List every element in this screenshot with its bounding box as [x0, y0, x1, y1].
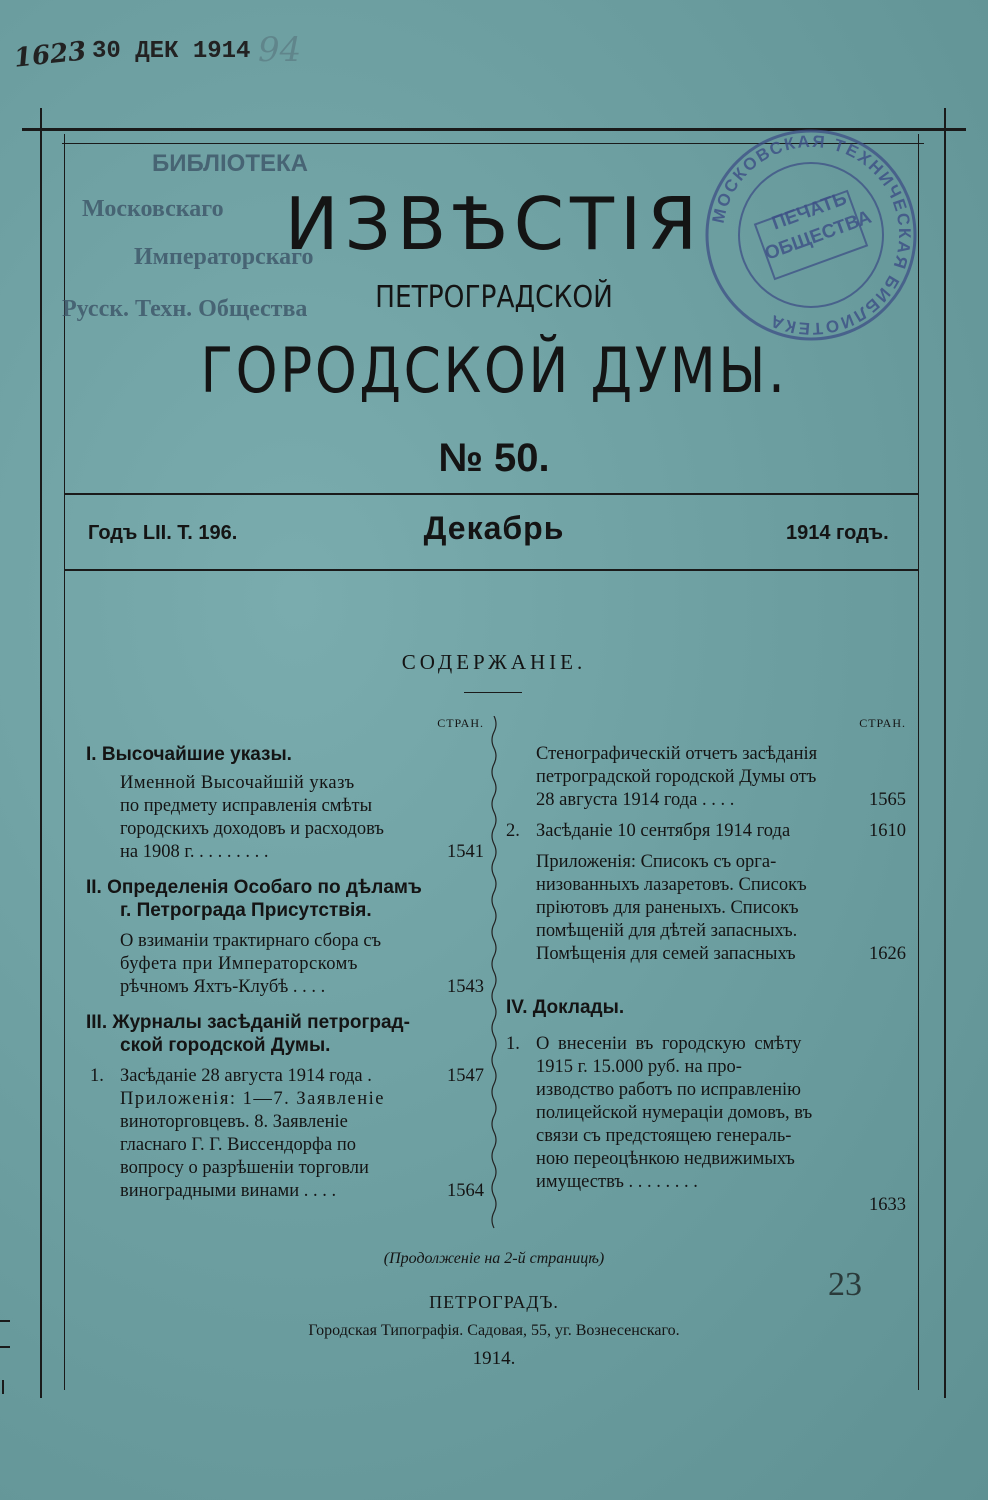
- masthead-subtitle: ПЕТРОГРАДСКОЙ: [375, 280, 613, 315]
- issue-month: Декабрь: [423, 510, 565, 546]
- entry-line: вопросу о разрѣшенiи торговли: [120, 1158, 369, 1178]
- section-1-title: Высочайшие указы.: [101, 744, 292, 765]
- entry-page: 1633: [869, 1195, 906, 1215]
- entry-line: изводство работъ по исправленiю: [536, 1080, 801, 1100]
- section-1-heading: [86, 743, 484, 766]
- continued-note: (Продолженiе на 2-й страницѣ): [383, 1250, 605, 1267]
- entry-line: 28 августа 1914 года . . . .: [536, 790, 735, 810]
- masthead-title-2: ГОРОДСКОЙ ДУМЫ.: [200, 334, 788, 407]
- section-2-title-line: г. Петрограда Присутствiя.: [120, 900, 372, 921]
- outer-frame-left: [40, 108, 42, 1398]
- entry-line: по предмету исправленiя смѣты: [120, 796, 372, 816]
- section-4-number: IV.: [506, 997, 528, 1018]
- section-3-heading: [86, 1011, 484, 1057]
- library-stamp-line-4: Русск. Техн. Общества: [62, 296, 308, 322]
- library-stamp-line-1: БИБЛIОТЕКА: [152, 150, 308, 177]
- entry-number: 1.: [506, 1034, 520, 1054]
- edge-mark: [0, 1346, 10, 1348]
- library-seal-center: ПЕЧАТЬ ОБЩЕСТВА: [762, 188, 875, 265]
- right-entry-2: [506, 820, 906, 843]
- entry-line: Именной Высочайшiй указъ: [120, 773, 355, 793]
- entry-page: 1541: [447, 842, 484, 862]
- entry-line: Засѣданiе 10 сентября 1914 года: [536, 821, 791, 841]
- section-2-entry: [86, 930, 484, 999]
- entry-line: Приложенiя: 1—7. Заявленiе: [120, 1089, 386, 1109]
- printer-line: Городская Типографiя. Садовая, 55, уг. Вознесенскаго.: [308, 1322, 680, 1339]
- section-2-number: II.: [86, 877, 102, 898]
- edge-mark: [0, 1320, 10, 1322]
- contents-left-column: [86, 712, 484, 1203]
- right-entry-4: [506, 1033, 906, 1217]
- entry-line: Засѣданiе 28 августа 1914 года .: [120, 1066, 372, 1086]
- date-stamp: 30 ДЕК 1914: [92, 38, 251, 65]
- entry-line: 1915 г. 15.000 руб. на про-: [536, 1057, 742, 1077]
- entry-line: Стенографическiй отчетъ засѣданiя: [536, 744, 818, 764]
- entry-line: Приложенiя: Списокъ съ орга-: [536, 852, 777, 872]
- entry-line: помѣщенiй для дѣтей запасныхъ.: [536, 921, 798, 941]
- section-1-entry: [86, 772, 484, 864]
- entry-line: на 1908 г. . . . . . . . .: [120, 842, 269, 862]
- right-entry-3: [506, 851, 906, 966]
- masthead-divider-bottom: [64, 569, 919, 571]
- section-1-number: I.: [86, 744, 97, 765]
- masthead-title: ИЗВѢСТIЯ: [284, 182, 704, 266]
- entry-line: Помѣщенiя для семей запасныхъ: [536, 944, 796, 964]
- contents-right-column: [506, 712, 906, 1217]
- entry-page: 1565: [869, 790, 906, 810]
- entry-line: городскихъ доходовъ и расходовъ: [120, 819, 384, 839]
- entry-page: 1547: [447, 1066, 484, 1086]
- entry-line: имуществъ . . . . . . . .: [536, 1172, 698, 1192]
- entry-line: низованныхъ лазаретовъ. Списокъ: [536, 875, 807, 895]
- page-number: 23: [828, 1266, 862, 1303]
- edge-mark: [2, 1380, 4, 1394]
- section-3-number: III.: [86, 1012, 108, 1033]
- entry-line: гласнаго Г. Г. Виссендорфа по: [120, 1135, 357, 1155]
- publication-year: 1914.: [472, 1348, 516, 1369]
- section-2-heading: [86, 876, 484, 922]
- section-4-title: Доклады.: [532, 997, 625, 1018]
- issue-year: 1914 годъ.: [786, 522, 889, 544]
- entry-line: прiютовъ для раненыхъ. Списокъ: [536, 898, 799, 918]
- section-4-heading: [506, 996, 906, 1019]
- section-3-title-line: ской городской Думы.: [120, 1035, 331, 1056]
- entry-number: 2.: [506, 821, 520, 841]
- entry-line: петроградской городской Думы отъ: [536, 767, 817, 787]
- entry-line: полицейской нумерацiи домовъ, въ: [536, 1103, 813, 1123]
- section-3-title-line: Журналы засѣданiй петроград-: [112, 1012, 410, 1033]
- contents-heading: СОДЕРЖАНIЕ.: [401, 650, 587, 674]
- page-column-label-left: СТРАН.: [437, 716, 484, 730]
- section-3-entry-1: [86, 1065, 484, 1203]
- entry-line: ною переоцѣнкою недвижимыхъ: [536, 1149, 795, 1169]
- entry-line: рѣчномъ Яхтъ-Клубѣ . . . .: [120, 977, 326, 997]
- outer-frame-right: [944, 108, 946, 1398]
- issue-number: № 50.: [438, 436, 550, 480]
- entry-line: буфета при Императорскомъ: [120, 954, 358, 974]
- pencil-note: 94: [258, 30, 302, 70]
- contents-underline: [464, 692, 522, 693]
- entry-page: 1626: [869, 944, 906, 964]
- entry-line: виноторговцевъ. 8. Заявленiе: [120, 1112, 348, 1132]
- entry-line: О внесенiи въ городскую смѣту: [536, 1034, 802, 1054]
- section-2-title-line: Определенiя Особаго по дѣламъ: [107, 877, 422, 898]
- publisher-city: ПЕТРОГРАДЪ.: [429, 1292, 559, 1312]
- entry-line: связи съ предстоящею генераль-: [536, 1126, 792, 1146]
- column-divider: [488, 716, 500, 1236]
- library-stamp-line-2: Московскаго: [82, 196, 224, 222]
- handwritten-number: 1623: [12, 36, 88, 74]
- right-entry-1: [506, 743, 906, 812]
- entry-line: виноградными винами . . . .: [120, 1181, 337, 1201]
- library-seal-ring-text: МОСКОВСКАЯ ТЕХНИЧЕСКАЯ БИБЛИОТЕКА: [708, 131, 915, 339]
- entry-page: 1564: [447, 1181, 484, 1201]
- year-volume: Годъ LII. Т. 196.: [88, 522, 238, 544]
- page-column-label-right: СТРАН.: [859, 716, 906, 730]
- masthead-divider-top: [64, 493, 919, 495]
- entry-page: 1610: [869, 821, 906, 841]
- entry-line: О взиманiи трактирнаго сбора съ: [120, 931, 382, 951]
- entry-page: 1543: [447, 977, 484, 997]
- library-stamp-line-3: Императорскаго: [134, 244, 314, 270]
- entry-number: 1.: [90, 1066, 104, 1086]
